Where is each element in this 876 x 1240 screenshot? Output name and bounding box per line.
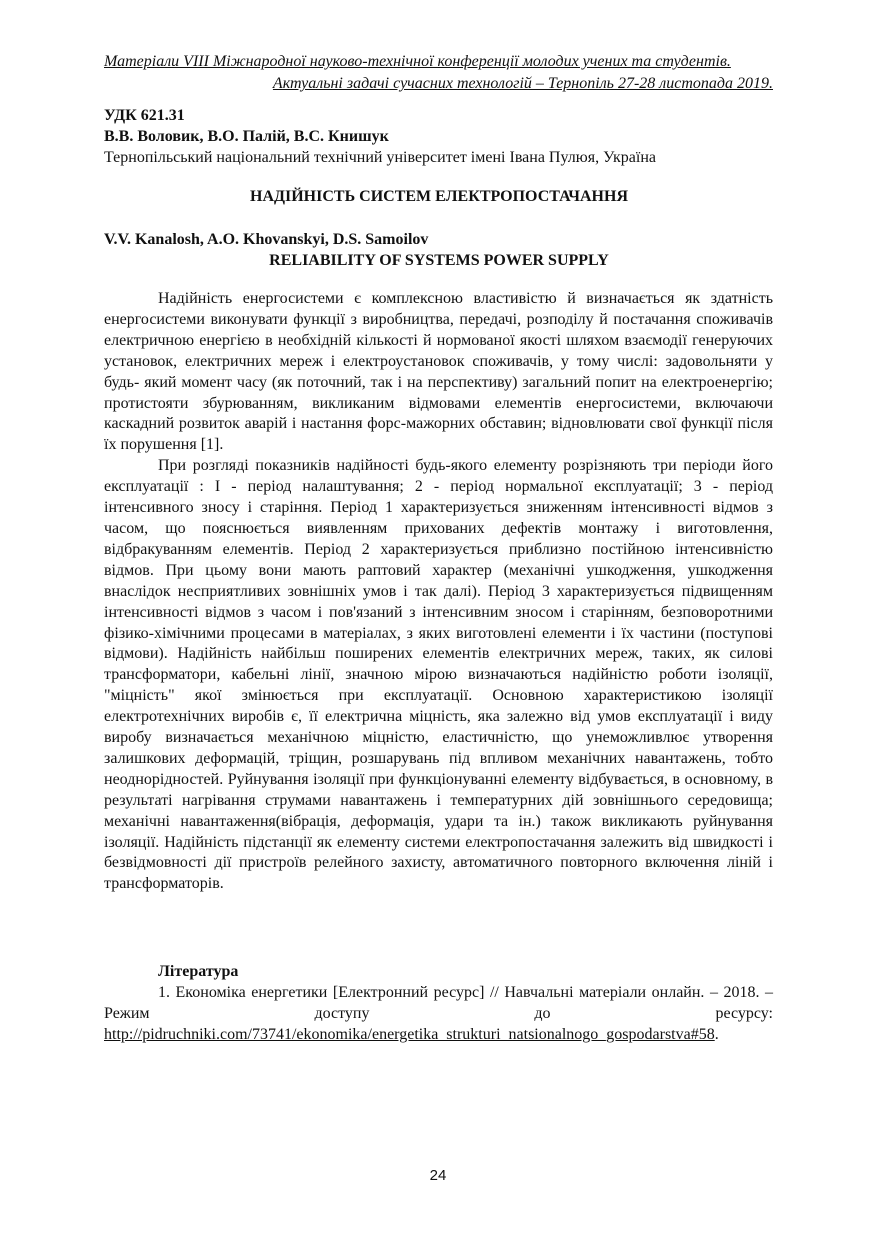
paper-title-en: RELIABILITY OF SYSTEMS POWER SUPPLY: [269, 252, 609, 269]
conference-header-line-1: Матеріали VIII Міжнародної науково-технічної конференції молодих учених та студентів.: [104, 53, 731, 70]
reference-item: [104, 982, 773, 1045]
reference-end: .: [714, 1026, 719, 1043]
reference-text: 1. Економіка енергетики [Електронний ресурс] // Навчальні матеріали онлайн. – 2018. – Режим доступу до ресурсу:: [104, 984, 773, 1022]
paper-title-ua: НАДІЙНІСТЬ СИСТЕМ ЕЛЕКТРОПОСТАЧАННЯ: [250, 188, 628, 205]
affiliation: Тернопільський національний технічний університет імені Івана Пулюя, Україна: [104, 149, 656, 166]
authors-en: V.V. Kanalosh, A.O. Khovanskyi, D.S. Samoilov: [104, 231, 429, 248]
reference-link[interactable]: http://pidruchniki.com/73741/ekonomika/energetika_strukturi_natsionalnogo_gospodarstva#58: [104, 1026, 715, 1043]
authors-ua: В.В. Воловик, В.О. Палій, В.С. Книшук: [104, 128, 389, 145]
paragraph: При розгляді показників надійності будь-якого елементу розрізняють три періоди його експлуатації : І - період налаштування; 2 - період нормальної експлуатації; 3 - період інтенсивного зносу і старіння. Період 1 характеризується зниженням інтенсивності відмов з часом, що пояснюється виявленням прихованих дефектів монтажу і виготовлення, відбракуванням елементів. Період 2 характеризується приблизно постійною інтенсивністю відмов. При цьому вони мають раптовий характер (механічні ушкодження, ушкодження внаслідок несприятливих зовнішніх умов і так далі). Період 3 характеризується підвищенням інтенсивності відмов з часом і пов'язаний з інтенсивним зносом і старінням, безповоротними фізико-хімічними процесами в матеріалах, з яких виготовлені елементи і їх частини (поступові відмови). Надійність найбільш поширених елементів електричних мереж, таких, як силові трансформатори, кабельні лінії, значною мірою визначаються надійністю роботи ізоляції, "міцність" якої змінюється при експлуатації. Основною характеристикою ізоляції електротехнічних виробів є, її електрична міцність, яка залежно від умов експлуатації і виду виробу визначається механічною міцністю, еластичністю, що унеможливлює утворення залишкових деформацій, тріщин, розшарувань під впливом механічних навантажень, тобто неоднорідностей. Руйнування ізоляції при функціонуванні елементу відбувається, в основному, в результаті нагрівання струмами навантажень і температурних дій зовнішнього середовища; механічні навантаження(вібрація, деформація, удари та ін.) також викликають руйнування ізоляції. Надійність підстанції як елементу системи електропостачання залежить від швидкості і безвідмовності дії пристроїв релейного захисту, автоматичного повторного включення ліній і трансформаторів.: [104, 457, 773, 893]
body-text: [104, 289, 773, 895]
literature-heading: Література: [158, 963, 239, 980]
udc-code: УДК 621.31: [104, 107, 185, 124]
conference-header-line-2: Актуальні задачі сучасних технологій – Тернопіль 27-28 листопада 2019.: [272, 75, 773, 92]
page-number: 24: [429, 1167, 447, 1184]
paragraph: Надійність енергосистеми є комплексною властивістю й визначається як здатність енергосистеми виконувати функції з виробництва, передачі, розподілу й постачання споживачів електричною енергією в необхідній кількості й нормованої якості шляхом взаємодії генеруючих установок, електричних мереж і електроустановок споживачів, у тому числі: задовольняти у будь- який момент часу (як поточний, так і на перспективу) загальний попит на електроенергію; протистояти збурюванням, викликаним відмовами елементів енергосистеми, включаючи каскадний розвиток аварій і настання форс-мажорних обставин; відновлювати свої функції після їх порушення [1].: [104, 290, 773, 454]
